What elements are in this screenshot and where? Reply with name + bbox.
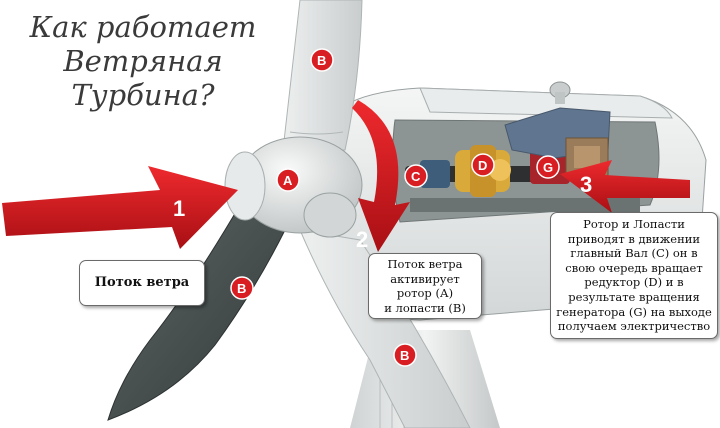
blade-left bbox=[108, 205, 285, 420]
callout-gear-line: получаем электричество bbox=[557, 319, 711, 334]
callout-rotor-line: и лопасти (В) bbox=[384, 300, 466, 315]
marker-rotor-a bbox=[277, 169, 299, 191]
callout-gear-line: свою очередь вращает bbox=[565, 260, 703, 275]
step-1-label: 1 bbox=[173, 196, 186, 221]
marker-b-left-text: B bbox=[237, 281, 247, 296]
callout-rotor-line: ротор (А) bbox=[396, 286, 454, 300]
callout-gear-line: генератора (G) на выходе bbox=[556, 304, 712, 319]
callout-gear-line: результате вращения bbox=[568, 289, 700, 304]
title-line-2: Ветряная bbox=[63, 44, 223, 78]
step-2-label: 2 bbox=[356, 227, 369, 252]
marker-b-top-text: B bbox=[317, 53, 327, 68]
callout-gear-line: редуктор (D) и в bbox=[584, 275, 684, 290]
callout-gear-line: приводят в движении bbox=[567, 231, 701, 246]
wind-arrow-1 bbox=[2, 166, 238, 249]
title-line-3: Турбина? bbox=[71, 78, 215, 112]
page-title bbox=[28, 10, 258, 112]
marker-blade-b-bottom bbox=[394, 344, 416, 366]
marker-shaft-c bbox=[405, 165, 427, 187]
marker-blade-b-top bbox=[311, 49, 333, 71]
callout-rotor-line: активирует bbox=[390, 271, 460, 286]
callout-drive-train bbox=[550, 212, 718, 339]
callout-rotor-activation bbox=[368, 253, 482, 319]
marker-g-text: G bbox=[543, 160, 554, 175]
callout-gear-line: главный Вал (С) он в bbox=[570, 246, 698, 261]
marker-d-text: D bbox=[478, 158, 488, 173]
marker-blade-b-left bbox=[231, 277, 253, 299]
callout-gear-line: Ротор и Лопасти bbox=[583, 217, 685, 231]
title-line-1: Как работает bbox=[29, 10, 257, 44]
step-3-label: 3 bbox=[580, 172, 593, 197]
marker-c-text: C bbox=[411, 169, 421, 184]
callout-rotor-line: Поток ветра bbox=[387, 257, 463, 271]
marker-gearbox-d bbox=[472, 154, 494, 176]
marker-generator-g bbox=[537, 156, 559, 178]
marker-a-text: A bbox=[283, 173, 293, 188]
callout-wind-flow: Поток ветра bbox=[79, 260, 205, 306]
marker-b-bottom-text: B bbox=[400, 348, 410, 363]
